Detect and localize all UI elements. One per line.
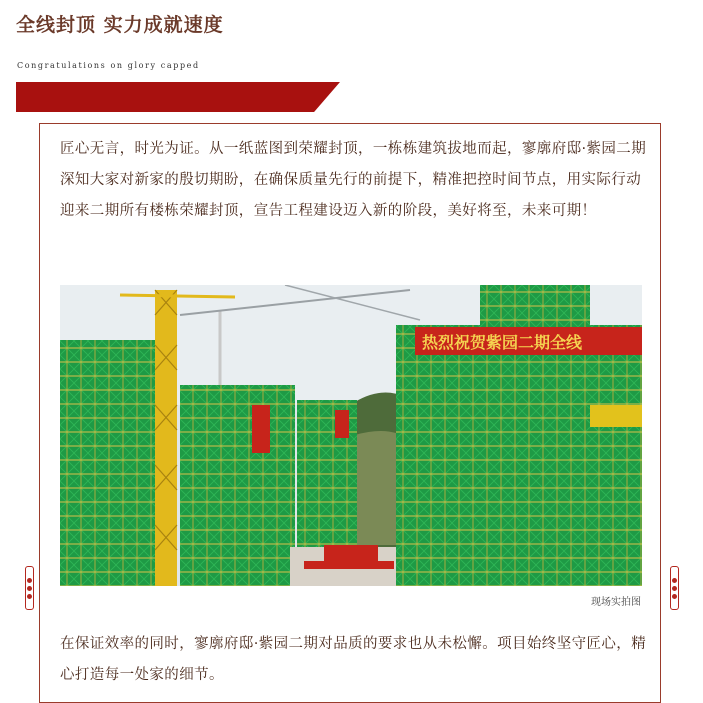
- photo-banner-text: 热烈祝贺紫园二期全线: [422, 333, 583, 352]
- intro-paragraph: 匠心无言，时光为证。从一纸蓝图到荣耀封顶，一栋栋建筑拔地而起，寥廓府邸·紫园二期深知大家对新家的殷切期盼，在确保质量先行的前提下，精准把控时间节点，用实际行动迎来二期所有楼栋荣耀封顶，宣告工程建设迈入新的阶段，美好将至，未来可期！: [60, 141, 647, 219]
- left-ornament: [25, 566, 34, 610]
- section-title: 全线封顶 实力成就速度: [16, 14, 224, 36]
- decorative-banner: [16, 82, 340, 112]
- ornament-dot: [672, 594, 677, 599]
- ornament-dot: [27, 578, 32, 583]
- ornament-dot: [672, 586, 677, 591]
- quality-paragraph: 在保证效率的同时，寥廓府邸·紫园二期对品质的要求也从未松懈。项目始终坚守匠心，精心打造每一处家的细节。: [60, 636, 647, 683]
- ornament-dot: [672, 578, 677, 583]
- construction-photo: [60, 285, 642, 586]
- ornament-dot: [27, 594, 32, 599]
- ornament-dot: [27, 586, 32, 591]
- right-ornament: [670, 566, 679, 610]
- photo-caption: 现场实拍图: [591, 597, 641, 608]
- section-subtitle: Congratulations on glory capped: [17, 61, 200, 70]
